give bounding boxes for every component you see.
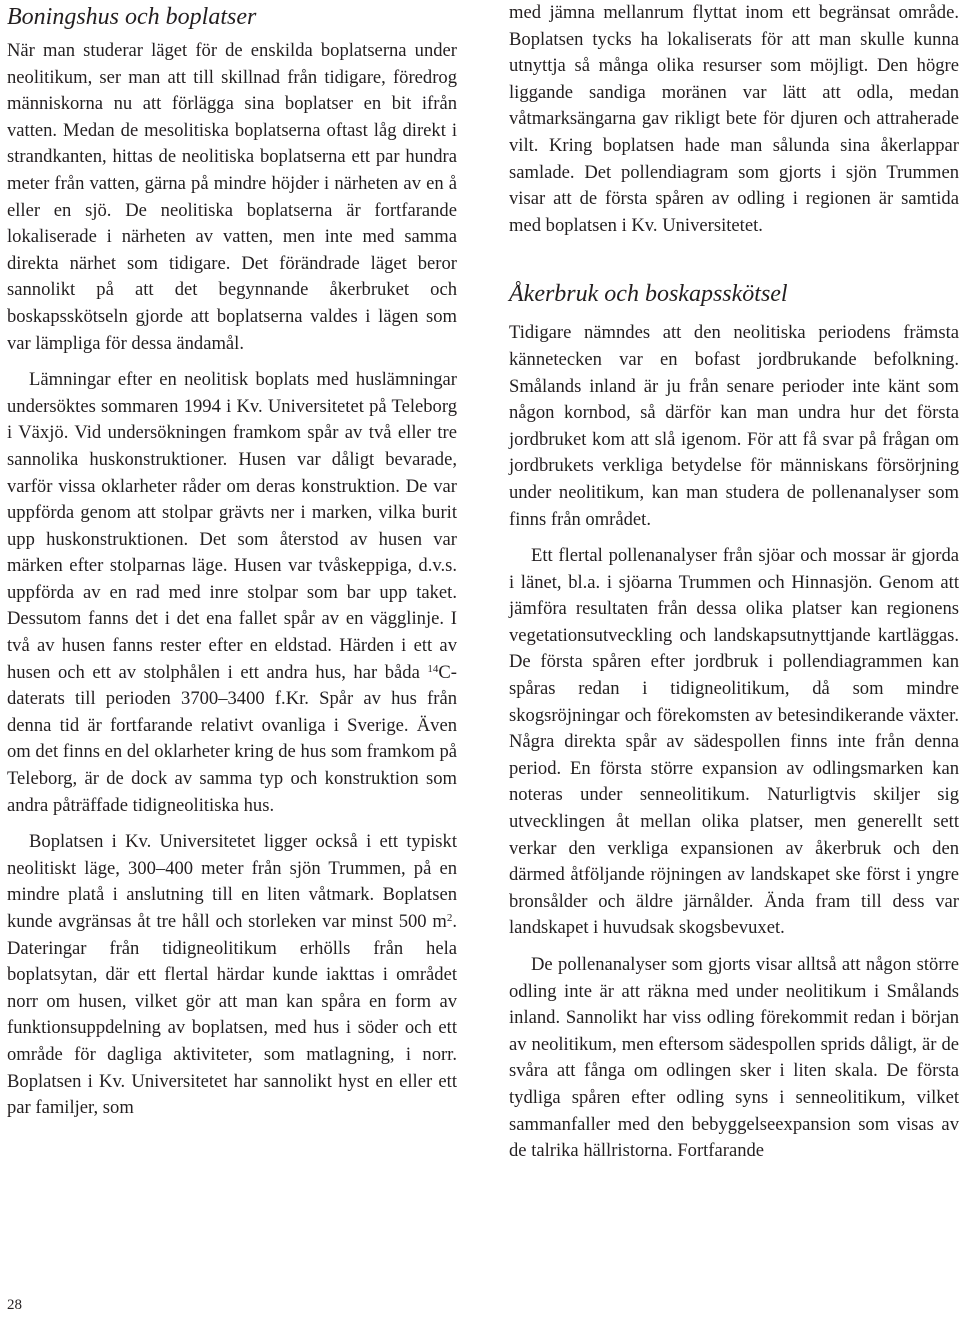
left-column — [7, 0, 457, 1122]
paragraph-boplatsen-text-a: Boplatsen i Kv. Universitetet ligger också i ett typiskt neolitiskt läge, 300–400 meter från sjön Trummen, på en mindre platå i anslutning till en liten våtmark. Boplatsen kunde avgränsas åt tre håll och storleken var minst 500 m — [7, 831, 457, 932]
paragraph-huslamningar-text-a: Lämningar efter en neolitisk boplats med huslämningar undersöktes sommaren 1994 i Kv. Universitetet på Teleborg i Växjö. Vid undersökningen framkom spår av två eller tre sannolika huskonstruktioner. Husen var dåligt bevarade, varför vissa oklarheter råder om deras konstruktion. De var uppförda genom att stolpar grävts ner i marken, vilka burit upp huskonstruktionen. Det som återstod av husen var märken efter stolparnas läge. Husen var tvåskeppiga, d.v.s. uppförda av en rad med inre stolpar som bar upp taket. Dessutom fanns det i det ena fallet spår av en vägglinje. I två av husen fanns rester efter en eldstad. Härden i ett av husen och ett av stolphålen i ett andra hus, har båda — [7, 369, 457, 683]
paragraph-boplatser-lage: När man studerar läget för de enskilda boplatserna under neolitikum, ser man att till skillnad från tidigare, föredrog människorna nu att förlägga sina boplatser en bit ifrån vatten. Medan de mesolitiska boplatserna oftast låg direkt i strandkanten, hittas de neolitiska boplatserna ett par hundra meter från vatten, gärna på mindre höjder i närheten av en å eller en sjö. De neolitiska boplatserna är fortfarande lokaliserade i närheten av vatten, men inte med samma direkta närhet som tidigare. Det förändrade läget beror sannolikt på att det begynnande åkerbruket och boskapsskötseln gjorde att boplatserna valdes i lägen som var lämpliga för dessa ändamål. — [7, 40, 457, 354]
superscript-14: 14 — [427, 662, 439, 675]
paragraph-jordbruk-intro: Tidigare nämndes att den neolitiska periodens främsta kännetecken var en bofast jordbrukande befolkning. Smålands inland är ju från senare perioder inte känt som någon kornbod, så därför kan man undra hur det första jordbruket kom att slå igenom. För att få svar på frågan om jordbrukets verkliga betydelse för människans försörjning under neolitikum, kan man studera de pollenanalyser som finns från området. — [509, 322, 959, 530]
paragraph-huslamningar-text-b: C-daterats till perioden 3700–3400 f.Kr. Spår av hus från denna tid är fortfarande relativt ovanliga i Sverige. Även om det finns en del oklarheter kring de hus som framkom på Teleborg, är de dock av samma typ och konstruktion som andra påträffade tidigneolitiska hus. — [7, 661, 457, 816]
right-column — [509, 0, 959, 1165]
paragraph-odling-neolitikum: De pollenanalyser som gjorts visar alltså att någon större odling inte är att räkna med under neolitikum i Smålands inland. Sannolikt har viss odling förekommit redan i början av neolitikum, men eftersom sädespollen sprids dåligt, är de svåra att fånga om odlingen sker i liten skala. De första tydliga spåren efter odling syns i senneolitikum, vilket sammanfaller med den bebyggelseexpansion som visas av de talrika hällristorna. Fortfarande — [509, 954, 959, 1162]
paragraph-continuation: med jämna mellanrum flyttat inom ett begränsat område. Boplatsen tycks ha lokaliserats för att man skulle kunna utnyttja så många olika resurser som möjligt. Den högre liggande sandiga moränen var lätt att odla, medan våtmarksängarna gav rikligt bete för djuren och attraherade vilt. Kring boplatsen hade man sålunda sina åkerlappar samlade. Det pollendiagram som gjorts i sjön Trummen visar att de första spåren av odling i regionen är samtida med boplatsen i Kv. Universitetet. — [509, 2, 959, 236]
paragraph-huslamningar — [7, 367, 457, 819]
paragraph-pollenanalyser: Ett flertal pollenanalyser från sjöar och mossar är gjorda i länet, bl.a. i sjöarna Trummen och Hinnasjön. Genom att jämföra resultaten från dessa olika platser kan regionens vegetationsutveckling och landskapsutnyttjande kartläggas. De första spåren efter jordbruk i pollendiagrammen kan spåras redan i tidigneolitikum, då som mindre skogsröjningar och förekomsten av betesindikerande växter. Några direkta spår av sädespollen finns inte från denna period. En första större expansion av odlingsmarken kan noteras under senneolitikum. Naturligtvis skiljer sig utvecklingen åt mellan olika platser, men generellt sett verkar den verkliga expansionen av åkerbruk och den därmed åtföljande röjningen av landskapet ske först i yngre bronsålder och äldre järnålder. Ända fram till dess var landskapet i huvudsak skogsbevuxet. — [509, 545, 959, 939]
section-heading-akerbruk: Åkerbruk och boskapsskötsel — [509, 281, 788, 308]
section-heading-boningshus: Boningshus och boplatser — [7, 4, 257, 30]
page-number: 28 — [7, 1297, 22, 1313]
paragraph-boplatsen-kv-universitetet — [7, 829, 457, 1122]
paragraph-boplatsen-text-b: . Dateringar från tidigneolitikum erhölls från hela boplatsytan, där ett flertal härdar kunde iakttas i området norr om husen, vilket gör att man kan spåra en form av funktionsuppdelning av boplatsen, med hus i söder och ett område för dagliga aktiviteter, som matlagning, i norr. Boplatsen i Kv. Universitetet har sannolikt hyst en eller ett par familjer, som — [7, 911, 457, 1119]
superscript-2: 2 — [446, 911, 453, 924]
